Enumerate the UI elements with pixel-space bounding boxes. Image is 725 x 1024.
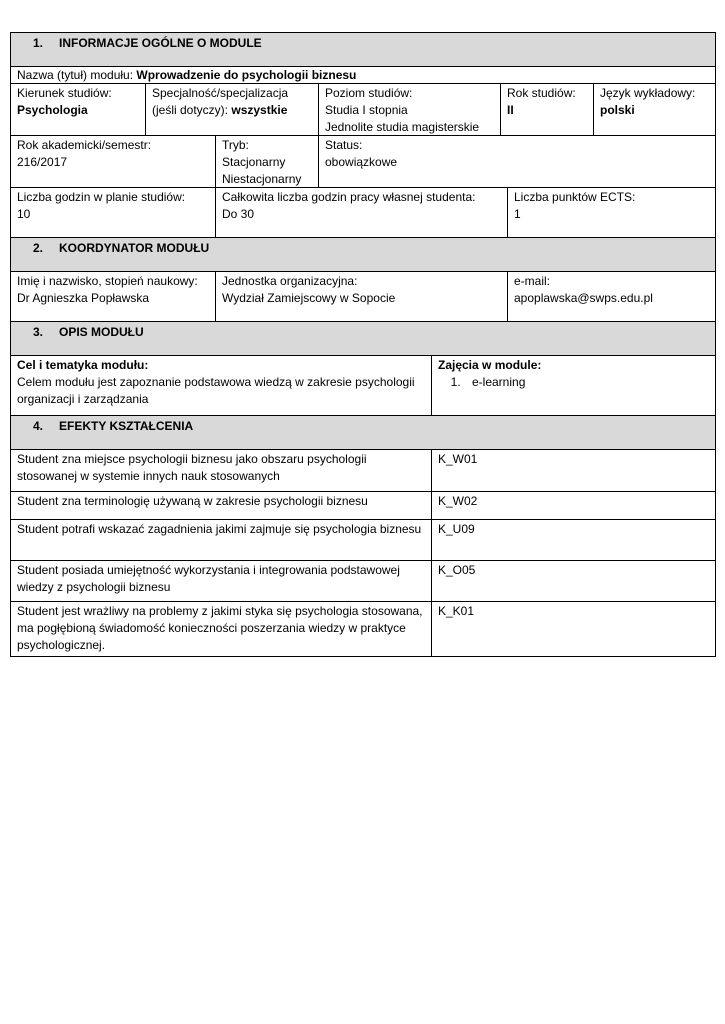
outcome-code: K_U09 — [438, 522, 475, 536]
module-name-label: Nazwa (tytuł) modułu: — [17, 68, 137, 82]
outcome-code: K_W02 — [438, 494, 478, 508]
section-number: 2. — [33, 241, 44, 255]
field-cell — [11, 84, 146, 135]
classes-list — [438, 374, 709, 391]
section-number: 3. — [33, 325, 44, 339]
outcome-row — [10, 602, 716, 657]
coordinator-name-cell — [11, 272, 216, 321]
section-title: EFEKTY KSZTAŁCENIA — [59, 419, 194, 433]
outcome-row — [10, 492, 716, 520]
coordinator-name-label: Imię i nazwisko, stopień naukowy: — [17, 274, 198, 288]
section-number: 4. — [33, 419, 44, 433]
outcome-code: K_O05 — [438, 563, 476, 577]
academic-year-cell — [11, 136, 216, 187]
level-cell — [319, 84, 501, 135]
coordinator-unit-value: Wydział Zamiejscowy w Sopocie — [222, 291, 396, 305]
coordinator-unit-cell — [216, 272, 508, 321]
outcome-row — [10, 450, 716, 492]
outcome-code: K_K01 — [438, 604, 475, 618]
specialization-value: wszystkie — [231, 103, 288, 117]
level-label: Poziom studiów: — [325, 86, 413, 100]
section-number: 1. — [33, 36, 44, 50]
specialization-cell — [146, 84, 319, 135]
hours-row — [10, 188, 716, 238]
outcome-code: K_W01 — [438, 452, 478, 466]
section-header-outcomes — [10, 416, 716, 450]
self-study-value: Do 30 — [222, 207, 255, 221]
outcome-text: Student jest wrażliwy na problemy z jakimi styka się psychologia stosowana, ma pogłębioną świadomość konieczności poszerzania wiedzy w praktyce psychologicznej. — [11, 602, 432, 656]
level-value-1: Studia I stopnia — [325, 103, 408, 117]
classes-item: 1. e-learning — [464, 374, 709, 391]
coordinator-email-value[interactable]: apoplawska@swps.edu.pl — [514, 291, 653, 305]
level-value-2: Jednolite studia magisterskie — [325, 120, 480, 134]
ects-label: Liczba punktów ECTS: — [514, 190, 636, 204]
year-cell — [501, 84, 594, 135]
academic-year-value: 216/2017 — [17, 155, 68, 169]
outcome-text: Student posiada umiejętność wykorzystania i integrowania podstawowej wiedzy z psychologii biznesu — [11, 561, 432, 601]
field-label: Kierunek studiów: — [17, 86, 112, 100]
section-title: INFORMACJE OGÓLNE O MODULE — [59, 36, 262, 50]
field-value: Psychologia — [17, 103, 88, 117]
academic-year-label: Rok akademicki/semestr: — [17, 138, 152, 152]
coordinator-row — [10, 272, 716, 322]
self-study-cell — [216, 188, 508, 237]
section-title: OPIS MODUŁU — [59, 325, 144, 339]
language-value: polski — [600, 103, 635, 117]
language-label: Język wykładowy: — [600, 86, 696, 100]
outcome-text: Student potrafi wskazać zagadnienia jakimi zajmuje się psychologia biznesu — [11, 520, 432, 560]
coordinator-name-value: Dr Agnieszka Popławska — [17, 291, 150, 305]
goal-label: Cel i tematyka modułu: — [17, 358, 149, 372]
section-header-general — [10, 32, 716, 67]
goal-text: Celem modułu jest zapoznanie podstawowa wiedzą w zakresie psychologii organizacji i zarządzania — [17, 375, 415, 406]
coordinator-email-label: e-mail: — [514, 274, 551, 288]
study-info-row — [10, 84, 716, 136]
module-name-value: Wprowadzenie do psychologii biznesu — [136, 68, 357, 82]
outcome-text: Student zna miejsce psychologii biznesu jako obszaru psychologii stosowanej w systemie innych nauk stosowanych — [11, 450, 432, 491]
outcome-row — [10, 520, 716, 561]
mode-label: Tryb: — [222, 138, 249, 152]
status-label: Status: — [325, 138, 363, 152]
year-value: II — [507, 103, 514, 117]
outcome-text: Student zna terminologię używaną w zakresie psychologii biznesu — [11, 492, 432, 519]
goal-cell — [11, 356, 432, 415]
module-name-row — [10, 67, 716, 84]
specialization-label-2: (jeśli dotyczy): — [152, 103, 232, 117]
module-card-table — [10, 32, 716, 657]
ects-value: 1 — [514, 207, 521, 221]
mode-value-2: Niestacjonarny — [222, 172, 302, 186]
language-cell — [594, 84, 715, 135]
classes-cell — [432, 356, 715, 415]
classes-label: Zajęcia w module: — [438, 358, 542, 372]
hours-value: 10 — [17, 207, 31, 221]
section-title: KOORDYNATOR MODUŁU — [59, 241, 210, 255]
mode-value-1: Stacjonarny — [222, 155, 286, 169]
section-header-coordinator — [10, 238, 716, 272]
self-study-label: Całkowita liczba godzin pracy własnej studenta: — [222, 190, 476, 204]
status-value: obowiązkowe — [325, 155, 398, 169]
hours-cell — [11, 188, 216, 237]
academic-row — [10, 136, 716, 188]
status-cell — [319, 136, 715, 187]
year-label: Rok studiów: — [507, 86, 576, 100]
coordinator-email-cell — [508, 272, 715, 321]
ects-cell — [508, 188, 715, 237]
outcome-row — [10, 561, 716, 602]
section-header-description — [10, 322, 716, 356]
coordinator-unit-label: Jednostka organizacyjna: — [222, 274, 358, 288]
hours-label: Liczba godzin w planie studiów: — [17, 190, 186, 204]
mode-cell — [216, 136, 319, 187]
description-row — [10, 356, 716, 416]
specialization-label: Specjalność/specjalizacja — [152, 86, 289, 100]
